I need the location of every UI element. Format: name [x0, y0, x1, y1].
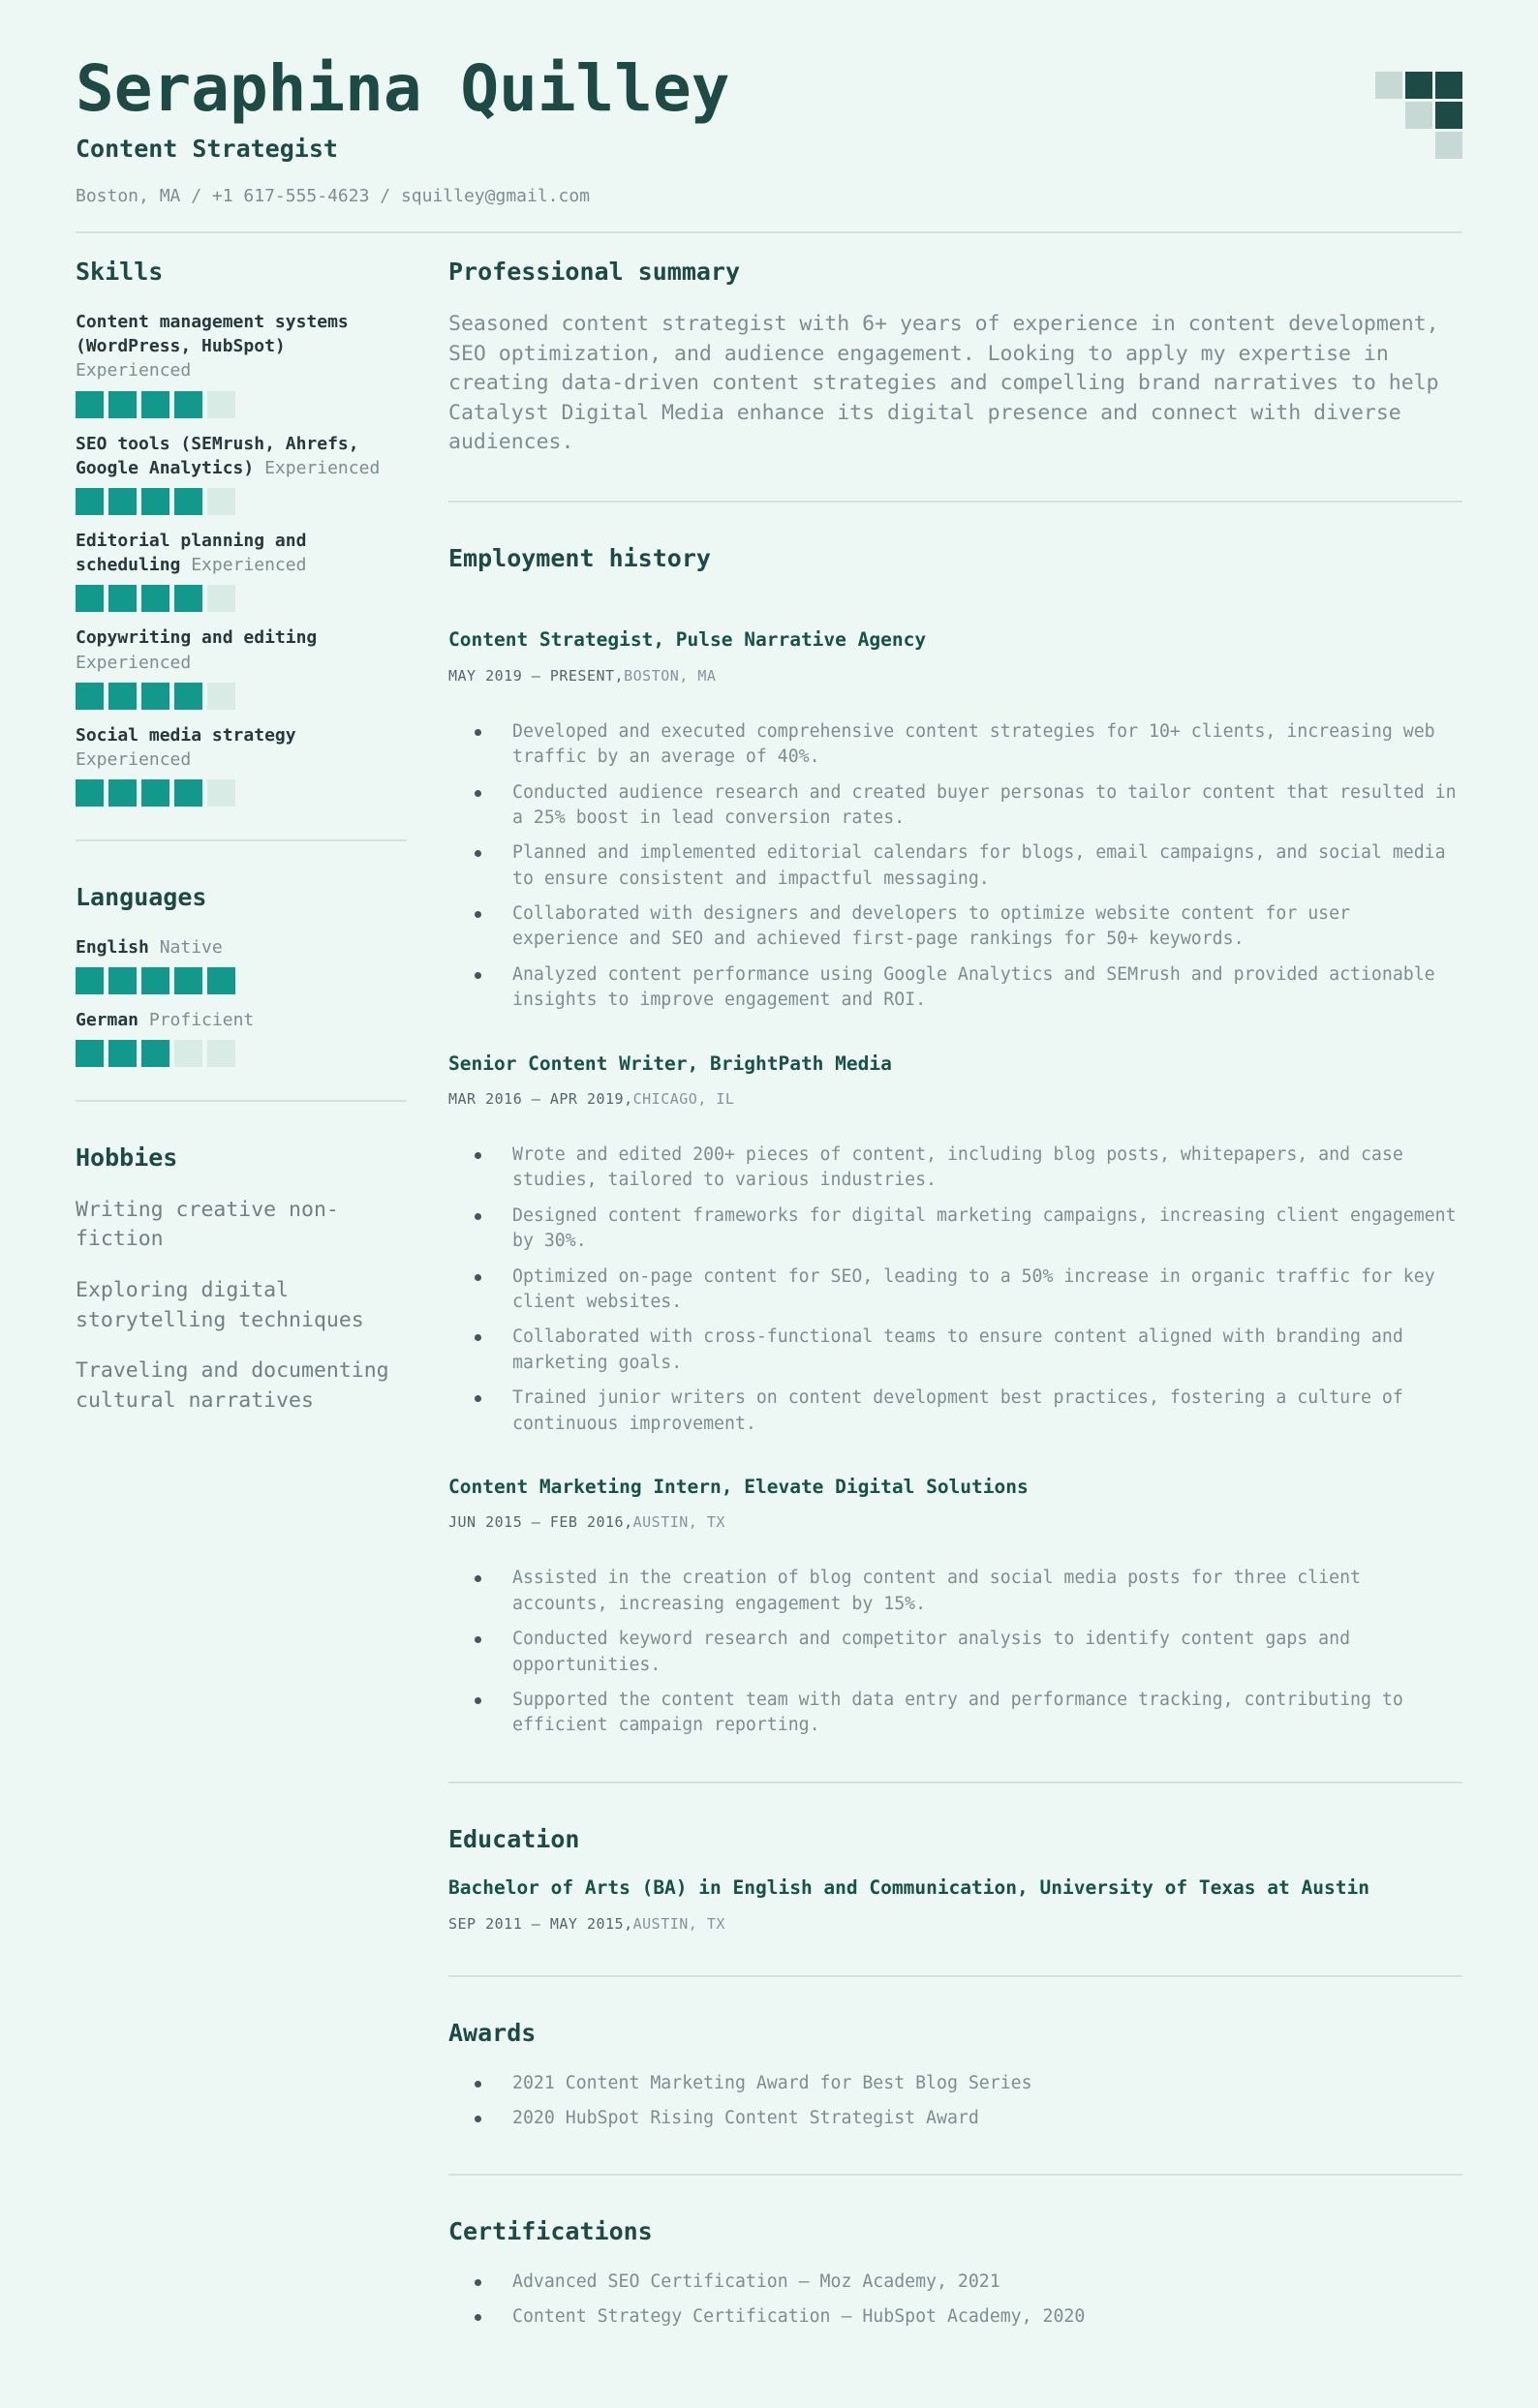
content-columns — [76, 233, 1462, 2340]
bar-segment-filled — [141, 967, 169, 994]
list-item: 2020 HubSpot Rising Content Strategist Award — [448, 2106, 1462, 2131]
bar-segment-filled — [76, 967, 104, 994]
jobs-list — [448, 628, 1462, 1738]
bar-segment-filled — [207, 967, 235, 994]
bar-segment-filled — [141, 391, 169, 418]
language-level-bar — [76, 1040, 407, 1067]
skill-level-bar — [76, 683, 407, 710]
bar-segment-filled — [76, 1040, 104, 1067]
summary-text: Seasoned content strategist with 6+ years of experience in content development, SEO optimization, and audience engagement. Looking to apply my expertise in creating data-driven content strategies and compelling brand narratives to help Catalyst Digital Media enhance its digital presence and connect with diverse audiences. — [448, 312, 1439, 455]
bar-segment-filled — [76, 585, 104, 612]
bar-segment-filled — [174, 967, 202, 994]
list-item: Developed and executed comprehensive content strategies for 10+ clients, increasing web traffic by an average of 40%. — [448, 719, 1462, 771]
certifications-list — [448, 2270, 1462, 2331]
bar-segment-filled — [108, 683, 137, 710]
job-bullets — [448, 719, 1462, 1014]
list-item: Wrote and edited 200+ pieces of content, including blog posts, whitepapers, and case studies, tailored to various industries. — [448, 1143, 1462, 1194]
list-item: Supported the content team with data entry and performance tracking, contributing to efficient campaign reporting. — [448, 1688, 1462, 1739]
bar-segment-filled — [108, 585, 137, 612]
bar-segment-filled — [174, 779, 202, 807]
bar-segment-filled — [108, 391, 137, 418]
logo-cell — [1435, 132, 1462, 159]
skill-level: Experienced — [264, 457, 381, 478]
job-dateline — [448, 1090, 1462, 1108]
skill-name: Content management systems (WordPress, HubSpot) — [76, 312, 349, 357]
education-entry — [448, 1876, 1462, 1932]
person-job-title: Content Strategist — [76, 135, 338, 164]
job-title: Content Strategist, Pulse Narrative Agency — [448, 628, 927, 652]
job-dateline — [448, 667, 1462, 685]
education-degree: Bachelor of Arts (BA) in English and Communication, University of Texas at Austin — [448, 1876, 1369, 1900]
main-content — [448, 233, 1462, 2340]
job-dateline — [448, 1513, 1462, 1531]
section-divider — [448, 1782, 1462, 1783]
list-item: Collaborated with designers and developers to optimize website content for user experience and SEO and achieved first-page rankings for 50+ keywords. — [448, 901, 1462, 953]
bar-segment-empty — [174, 1040, 202, 1067]
language-name: English — [76, 936, 149, 958]
logo-cell — [1375, 72, 1402, 99]
education-location: AUSTIN, TX — [632, 1914, 725, 1933]
section-divider — [448, 1975, 1462, 1977]
education-dates: SEP 2011 – MAY 2015, — [448, 1914, 633, 1933]
language-level: Proficient — [148, 1010, 255, 1031]
list-item: Traveling and documenting cultural narratives — [76, 1358, 389, 1413]
bar-segment-filled — [141, 683, 169, 710]
job-dates: MAR 2016 – APR 2019, — [448, 1090, 633, 1109]
skill-level-bar — [76, 391, 407, 418]
skill-item — [76, 625, 407, 709]
list-item: Optimized on-page content for SEO, leading to a 50% increase in organic traffic for key client websites. — [448, 1265, 1462, 1316]
list-item: 2021 Content Marketing Award for Best Blog Series — [448, 2071, 1462, 2096]
person-name: Seraphina Quilley — [76, 51, 730, 126]
list-item: Content Strategy Certification – HubSpot Academy, 2020 — [448, 2304, 1462, 2330]
sidebar-divider — [76, 1100, 407, 1102]
skill-level-bar — [76, 585, 407, 612]
bar-segment-filled — [174, 391, 202, 418]
skill-level: Experienced — [76, 652, 192, 673]
list-item: Designed content frameworks for digital marketing campaigns, increasing client engagement by 30%. — [448, 1204, 1462, 1255]
bar-segment-filled — [174, 488, 202, 515]
bar-segment-filled — [108, 1040, 137, 1067]
skills-heading: Skills — [76, 258, 164, 287]
list-item: Advanced SEO Certification – Moz Academy, 2021 — [448, 2270, 1462, 2295]
bar-segment-filled — [76, 683, 104, 710]
list-item: Writing creative non-fiction — [76, 1197, 339, 1252]
bar-segment-filled — [141, 779, 169, 807]
logo-cell — [1405, 72, 1432, 99]
bar-segment-empty — [207, 683, 235, 710]
skill-level: Experienced — [191, 555, 307, 576]
header — [76, 51, 1462, 207]
skill-name: Social media strategy — [76, 724, 296, 746]
skill-item — [76, 310, 407, 418]
skill-level: Experienced — [76, 360, 192, 381]
skill-item — [76, 723, 407, 807]
skill-level-bar — [76, 779, 407, 807]
logo-cell — [1375, 132, 1402, 159]
job-location: AUSTIN, TX — [632, 1513, 725, 1532]
logo-cell — [1435, 72, 1462, 99]
bar-segment-empty — [207, 488, 235, 515]
job-location: CHICAGO, IL — [632, 1090, 735, 1109]
job-location: BOSTON, MA — [624, 666, 717, 685]
job-entry — [448, 1476, 1462, 1739]
skill-name: Editorial planning and scheduling — [76, 530, 307, 576]
contact-line: Boston, MA / +1 617-555-4623 / squilley@gmail.com — [76, 186, 591, 207]
list-item: Analyzed content performance using Google Analytics and SEMrush and provided actionable insights to improve engagement and ROI. — [448, 962, 1462, 1014]
hobbies-heading: Hobbies — [76, 1143, 178, 1173]
list-item: Exploring digital storytelling techniques — [76, 1277, 364, 1332]
certifications-heading: Certifications — [448, 2217, 653, 2246]
bar-segment-filled — [141, 585, 169, 612]
sidebar — [76, 233, 407, 2340]
job-title: Content Marketing Intern, Elevate Digital Solutions — [448, 1475, 1029, 1498]
bar-segment-filled — [174, 683, 202, 710]
logo-grid-icon — [1375, 72, 1462, 159]
job-entry — [448, 628, 1462, 1013]
awards-list — [448, 2071, 1462, 2132]
awards-heading: Awards — [448, 2018, 537, 2047]
skill-item — [76, 529, 407, 612]
job-title: Senior Content Writer, BrightPath Media — [448, 1052, 892, 1075]
education-dateline — [448, 1915, 1462, 1933]
job-bullets — [448, 1566, 1462, 1738]
bar-segment-empty — [207, 1040, 235, 1067]
logo-cell — [1375, 102, 1402, 129]
list-item: Planned and implemented editorial calendars for blogs, email campaigns, and social media to ensure consistent and impactful messaging. — [448, 840, 1462, 892]
sidebar-divider — [76, 839, 407, 841]
education-heading: Education — [448, 1824, 580, 1853]
language-level-bar — [76, 967, 407, 994]
list-item: Conducted audience research and created buyer personas to tailor content that resulted in a 25% boost in lead conversion rates. — [448, 780, 1462, 832]
bar-segment-filled — [108, 488, 137, 515]
bar-segment-filled — [108, 967, 137, 994]
language-name: German — [76, 1010, 139, 1031]
bar-segment-filled — [76, 488, 104, 515]
bar-segment-filled — [141, 488, 169, 515]
logo-cell — [1435, 102, 1462, 129]
hobbies-list — [76, 1196, 407, 1416]
list-item: Assisted in the creation of blog content and social media posts for three client accounts, increasing engagement by 15%. — [448, 1566, 1462, 1617]
languages-heading: Languages — [76, 883, 207, 912]
language-level: Native — [159, 936, 223, 958]
skill-name: Copywriting and editing — [76, 627, 318, 649]
logo-cell — [1405, 132, 1432, 159]
section-divider — [448, 2174, 1462, 2176]
bar-segment-empty — [207, 391, 235, 418]
skill-level: Experienced — [76, 748, 192, 770]
bar-segment-filled — [174, 585, 202, 612]
job-dates: MAY 2019 – PRESENT, — [448, 666, 625, 685]
list-item: Trained junior writers on content development best practices, fostering a culture of continuous improvement. — [448, 1386, 1462, 1437]
bar-segment-filled — [76, 779, 104, 807]
bar-segment-empty — [207, 779, 235, 807]
job-bullets — [448, 1143, 1462, 1437]
bar-segment-empty — [207, 585, 235, 612]
language-item — [76, 935, 407, 994]
bar-segment-filled — [141, 1040, 169, 1067]
skill-item — [76, 432, 407, 515]
section-divider — [448, 501, 1462, 503]
skill-level-bar — [76, 488, 407, 515]
job-dates: JUN 2015 – FEB 2016, — [448, 1513, 633, 1532]
summary-heading: Professional summary — [448, 258, 741, 287]
bar-segment-filled — [108, 779, 137, 807]
employment-heading: Employment history — [448, 543, 711, 572]
list-item: Collaborated with cross-functional teams to ensure content aligned with branding and marketing goals. — [448, 1325, 1462, 1376]
logo-cell — [1405, 102, 1432, 129]
skill-name: SEO tools (SEMrush, Ahrefs, Google Analytics) — [76, 433, 359, 478]
bar-segment-filled — [76, 391, 104, 418]
language-item — [76, 1008, 407, 1067]
job-entry — [448, 1052, 1462, 1437]
list-item: Conducted keyword research and competitor analysis to identify content gaps and opportunities. — [448, 1627, 1462, 1678]
